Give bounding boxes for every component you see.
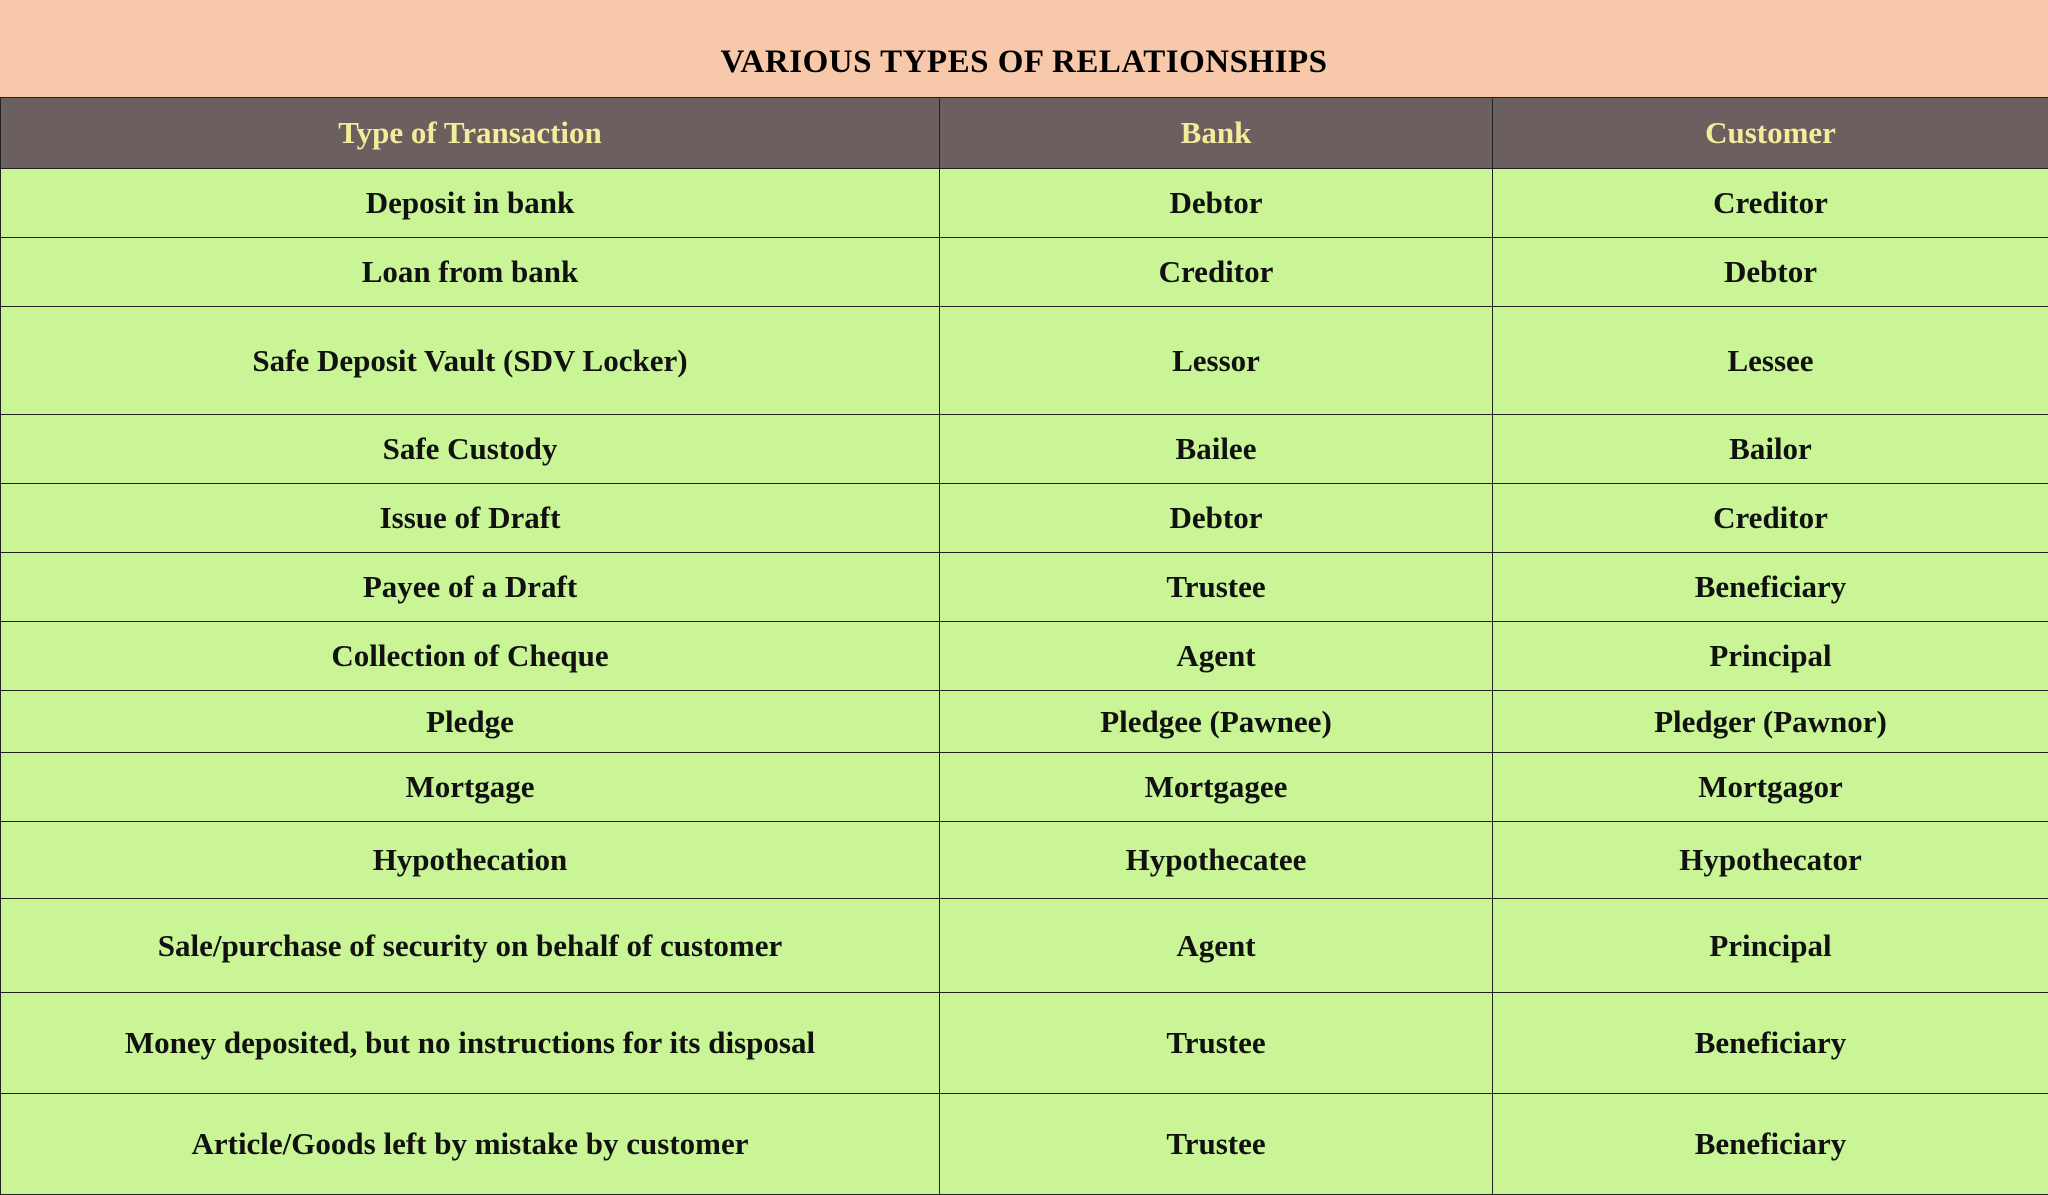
cell-transaction: Issue of Draft (1, 484, 940, 553)
cell-transaction: Pledge (1, 691, 940, 753)
cell-customer: Lessee (1493, 307, 2048, 415)
table-row (1, 899, 2048, 993)
cell-customer: Mortgagor (1493, 753, 2048, 822)
cell-customer: Principal (1493, 899, 2048, 993)
cell-transaction: Hypothecation (1, 822, 940, 899)
table-row (1, 822, 2048, 899)
cell-customer: Creditor (1493, 484, 2048, 553)
cell-bank: Pledgee (Pawnee) (940, 691, 1493, 753)
title-band (0, 0, 2048, 97)
cell-bank: Hypothecatee (940, 822, 1493, 899)
column-header-customer: Customer (1493, 98, 2048, 169)
cell-customer: Bailor (1493, 415, 2048, 484)
cell-customer: Beneficiary (1493, 993, 2048, 1094)
cell-bank: Creditor (940, 238, 1493, 307)
column-header-bank: Bank (940, 98, 1493, 169)
table-row (1, 307, 2048, 415)
cell-transaction: Payee of a Draft (1, 553, 940, 622)
cell-transaction: Safe Deposit Vault (SDV Locker) (1, 307, 940, 415)
table-header-row (1, 98, 2048, 169)
cell-customer: Creditor (1493, 169, 2048, 238)
table-row (1, 238, 2048, 307)
column-header-transaction: Type of Transaction (1, 98, 940, 169)
cell-bank: Agent (940, 622, 1493, 691)
cell-bank: Trustee (940, 993, 1493, 1094)
cell-customer: Hypothecator (1493, 822, 2048, 899)
cell-bank: Bailee (940, 415, 1493, 484)
cell-customer: Pledger (Pawnor) (1493, 691, 2048, 753)
table-row (1, 1094, 2048, 1195)
table-row (1, 553, 2048, 622)
cell-transaction: Mortgage (1, 753, 940, 822)
cell-transaction: Loan from bank (1, 238, 940, 307)
table-row (1, 753, 2048, 822)
cell-customer: Beneficiary (1493, 553, 2048, 622)
cell-transaction: Safe Custody (1, 415, 940, 484)
cell-transaction: Article/Goods left by mistake by customer (1, 1094, 940, 1195)
cell-bank: Agent (940, 899, 1493, 993)
cell-customer: Debtor (1493, 238, 2048, 307)
cell-bank: Trustee (940, 1094, 1493, 1195)
table-row (1, 484, 2048, 553)
table-row (1, 691, 2048, 753)
cell-customer: Beneficiary (1493, 1094, 2048, 1195)
cell-customer: Principal (1493, 622, 2048, 691)
page-title: VARIOUS TYPES OF RELATIONSHIPS (720, 16, 1327, 81)
cell-transaction: Deposit in bank (1, 169, 940, 238)
table-row (1, 993, 2048, 1094)
cell-bank: Debtor (940, 169, 1493, 238)
cell-bank: Trustee (940, 553, 1493, 622)
table-row (1, 415, 2048, 484)
table-row (1, 169, 2048, 238)
cell-transaction: Collection of Cheque (1, 622, 940, 691)
cell-bank: Debtor (940, 484, 1493, 553)
cell-bank: Lessor (940, 307, 1493, 415)
cell-transaction: Sale/purchase of security on behalf of customer (1, 899, 940, 993)
relationships-table (0, 97, 2048, 1195)
table-row (1, 622, 2048, 691)
cell-bank: Mortgagee (940, 753, 1493, 822)
cell-transaction: Money deposited, but no instructions for its disposal (1, 993, 940, 1094)
